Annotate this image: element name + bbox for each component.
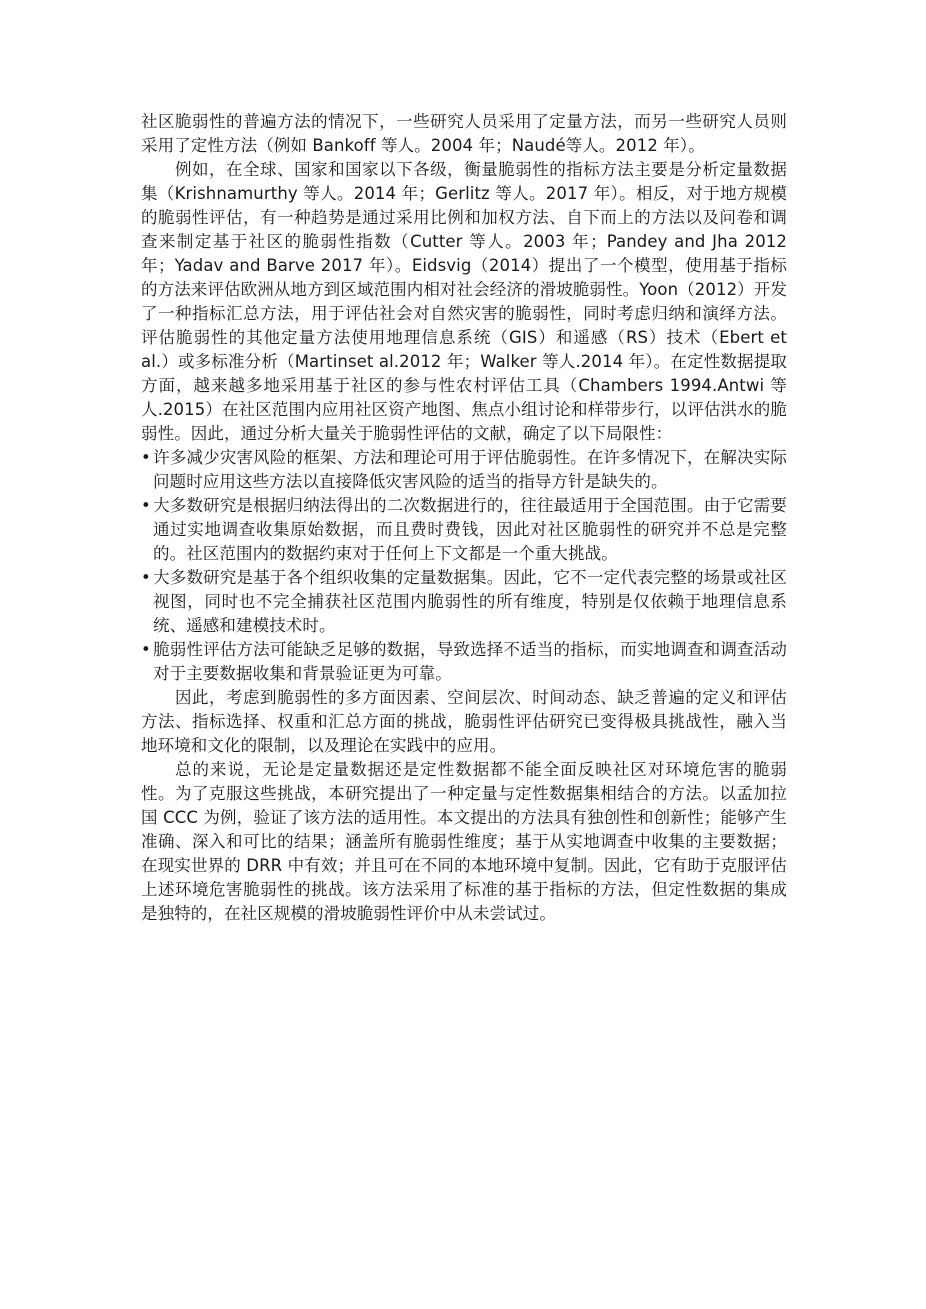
bullet-text: 大多数研究是基于各个组织收集的定量数据集。因此，它不一定代表完整的场景或社区视图，同时也不完全捕获社区范围内脆弱性的所有维度，特别是仅依赖于地理信息系统、遥感和建模技术时。 bbox=[153, 568, 787, 635]
bullet-item bbox=[141, 566, 787, 638]
bullet-text: 大多数研究是根据归纳法得出的二次数据进行的，往往最适用于全国范围。由于它需要通过实地调查收集原始数据，而且费时费钱，因此对社区脆弱性的研究并不总是完整的。社区范围内的数据约束对于任何上下文都是一个重大挑战。 bbox=[153, 496, 787, 563]
paragraph-intro: 社区脆弱性的普遍方法的情况下，一些研究人员采用了定量方法，而另一些研究人员则采用了定性方法（例如 Bankoff 等人。2004 年；Naudé等人。2012 年）。 bbox=[141, 112, 787, 155]
bullet-item bbox=[141, 638, 787, 686]
bullet-marker: • bbox=[141, 568, 151, 587]
bullet-item bbox=[141, 446, 787, 494]
paragraph-conclusion: 总的来说，无论是定量数据还是定性数据都不能全面反映社区对环境危害的脆弱性。为了克服这些挑战，本研究提出了一种定量与定性数据集相结合的方法。以孟加拉国 CCC 为例，验证了该方法的适用性。本文提出的方法具有独创性和创新性；能够产生准确、深入和可比的结果；涵盖所有脆弱性维度；基于从实地调查中收集的主要数据；在现实世界的 DRR 中有效；并且可在不同的本地环境中复制。因此，它有助于克服评估上述环境危害脆弱性的挑战。该方法采用了标准的基于指标的方法，但定性数据的集成是独特的，在社区规模的滑坡脆弱性评价中从未尝试过。 bbox=[141, 760, 787, 923]
bullet-marker: • bbox=[141, 496, 151, 515]
bullet-text: 脆弱性评估方法可能缺乏足够的数据，导致选择不适当的指标，而实地调查和调查活动对于主要数据收集和背景验证更为可靠。 bbox=[153, 640, 787, 683]
document-page bbox=[141, 110, 787, 926]
bullet-item bbox=[141, 494, 787, 566]
bullet-text: 许多减少灾害风险的框架、方法和理论可用于评估脆弱性。在许多情况下，在解决实际问题时应用这些方法以直接降低灾害风险的适当的指导方针是缺失的。 bbox=[153, 448, 787, 491]
paragraph-challenges: 因此，考虑到脆弱性的多方面因素、空间层次、时间动态、缺乏普遍的定义和评估方法、指标选择、权重和汇总方面的挑战，脆弱性评估研究已变得极具挑战性，融入当地环境和文化的限制，以及理论在实践中的应用。 bbox=[141, 688, 787, 755]
bullet-marker: • bbox=[141, 448, 151, 467]
bullet-marker: • bbox=[141, 640, 151, 659]
paragraph-methods: 例如，在全球、国家和国家以下各级，衡量脆弱性的指标方法主要是分析定量数据集（Krishnamurthy 等人。2014 年；Gerlitz 等人。2017 年）。相反，对于地方规模的脆弱性评估，有一种趋势是通过采用比例和加权方法、自下而上的方法以及问卷和调查来制定基于社区的脆弱性指数（Cutter 等人。2003 年；Pandey and Jha 2012 年；Yadav and Barve 2017 年）。Eidsvig（2014）提出了一个模型，使用基于指标的方法来评估欧洲从地方到区域范围内相对社会经济的滑坡脆弱性。Yoon（2012）开发了一种指标汇总方法，用于评估社会对自然灾害的脆弱性，同时考虑归纳和演绎方法。评估脆弱性的其他定量方法使用地理信息系统（GIS）和遥感（RS）技术（Ebert et al.）或多标准分析（Martinset al.2012 年；Walker 等人.2014 年）。在定性数据提取方面，越来越多地采用基于社区的参与性农村评估工具（Chambers 1994.Antwi 等人.2015）在社区范围内应用社区资产地图、焦点小组讨论和样带步行，以评估洪水的脆弱性。因此，通过分析大量关于脆弱性评估的文献，确定了以下局限性： bbox=[141, 160, 787, 443]
